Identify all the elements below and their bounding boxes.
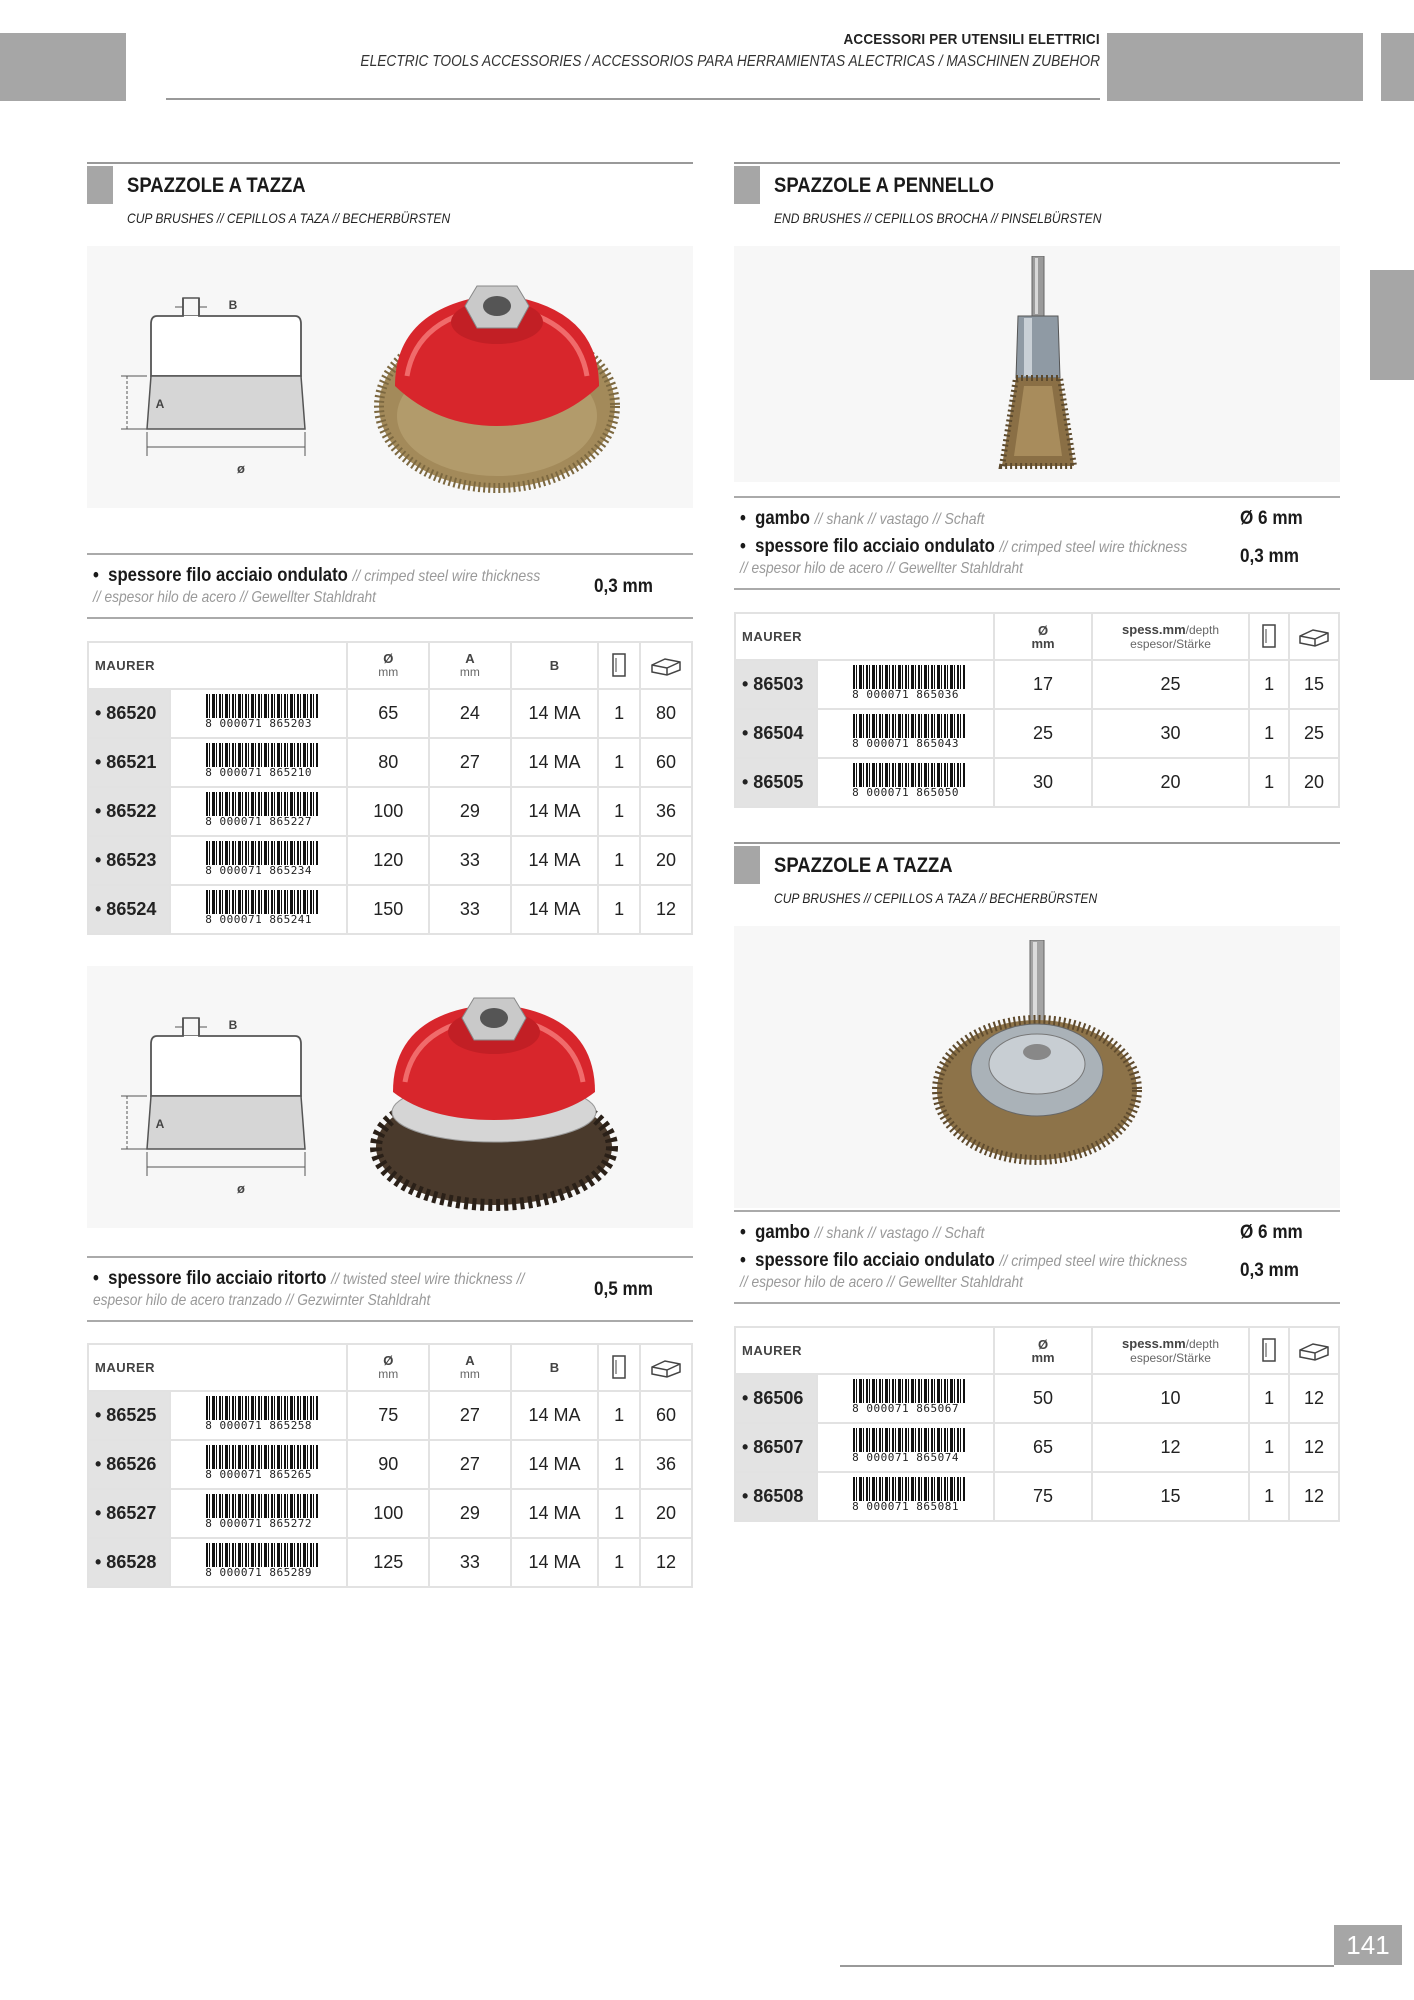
cell-spess: 12 (1092, 1423, 1250, 1472)
section-rule (734, 162, 1340, 164)
barcode (170, 1538, 348, 1587)
spec-wire-translation-2: // espesor hilo de acero // Gewellter Stahldraht (740, 1274, 1023, 1291)
spec-wire-line: • spessore filo acciaio ondulato // crimped steel wire thickness (740, 536, 1188, 557)
barcode (170, 836, 348, 885)
spec-translation-2: // espesor hilo de acero // Gewellter Stahldraht (93, 589, 376, 606)
header-subtitle: ELECTRIC TOOLS ACCESSORIES / ACCESSORIOS PARA HERRAMIENTAS ALECTRICAS / MASCHINEN ZUBEHOR (360, 53, 1100, 70)
cell-box: 15 (1289, 660, 1339, 709)
spec-wire-label: spessore filo acciaio ondulato (755, 536, 995, 557)
col-pack-icon (1249, 613, 1289, 660)
section-title: SPAZZOLE A PENNELLO (774, 174, 995, 197)
col-dia-unit: mm (378, 1367, 399, 1381)
spec-wire-label: spessore filo acciaio ondulato (755, 1250, 995, 1271)
spec-shank-line: • gambo // shank // vastago // Schaft (740, 1222, 985, 1243)
product-image-shank-cup-brush (734, 926, 1340, 1208)
col-spess-label: spess.mm (1122, 1335, 1186, 1351)
product-code: • 86526 (88, 1440, 170, 1489)
dim-b-label: B (228, 1018, 238, 1032)
brand-logo: MAURER (735, 613, 994, 660)
section-marker (87, 166, 113, 204)
table-row (735, 660, 1339, 709)
product-code: • 86525 (88, 1391, 170, 1440)
spec-shank-translation: // shank // vastago // Schaft (814, 511, 985, 528)
barcode (817, 1374, 995, 1423)
cell-box: 60 (640, 738, 692, 787)
header-rule (166, 98, 1100, 100)
cell-pack: 1 (598, 1391, 640, 1440)
barcode (817, 709, 995, 758)
cell-dia: 150 (347, 885, 429, 934)
cell-pack: 1 (598, 885, 640, 934)
cell-spess: 30 (1092, 709, 1250, 758)
col-box-icon (640, 1344, 692, 1391)
spec-wire-translation-1: // crimped steel wire thickness (999, 1253, 1188, 1270)
cell-b: 14 MA (511, 787, 599, 836)
cell-box: 36 (640, 787, 692, 836)
table-row (88, 885, 692, 934)
spec-shank-label: gambo (755, 508, 810, 529)
cell-pack: 1 (598, 1440, 640, 1489)
cell-a: 33 (429, 836, 511, 885)
barcode-number: 8 000071 865203 (196, 718, 322, 730)
spec-label-line: • spessore filo acciaio ritorto // twisted steel wire thickness // (93, 1268, 525, 1289)
col-a-header (429, 1344, 511, 1391)
spec-translation-1: // crimped steel wire thickness (352, 568, 541, 585)
col-a-symbol: A (465, 1353, 475, 1368)
barcode-number: 8 000071 865241 (196, 914, 322, 926)
spec-wire-translation-2: // espesor hilo de acero // Gewellter Stahldraht (740, 560, 1023, 577)
col-depth-label: /depth (1185, 622, 1219, 637)
col-dia-header (994, 1327, 1091, 1374)
section-rule (734, 842, 1340, 844)
product-code: • 86503 (735, 660, 817, 709)
dim-b-label: B (228, 298, 238, 312)
cell-spess: 25 (1092, 660, 1250, 709)
barcode (170, 885, 348, 934)
col-pack-icon (598, 1344, 640, 1391)
cell-a: 29 (429, 1489, 511, 1538)
col-a-symbol: A (465, 651, 475, 666)
cell-dia: 100 (347, 787, 429, 836)
cell-pack: 1 (1249, 709, 1289, 758)
dim-a-label: A (155, 1117, 165, 1131)
barcode-number: 8 000071 865081 (843, 1501, 969, 1513)
col-spess-header (1092, 613, 1250, 660)
spec-wire-line: • spessore filo acciaio ondulato // crimped steel wire thickness (740, 1250, 1188, 1271)
barcode-number: 8 000071 865067 (843, 1403, 969, 1415)
spec-wire-crimped (87, 553, 693, 621)
spec-shank-line: • gambo // shank // vastago // Schaft (740, 508, 985, 529)
cell-pack: 1 (1249, 1374, 1289, 1423)
cell-pack: 1 (598, 787, 640, 836)
shank-cup-brush-photo (924, 940, 1154, 1180)
cell-spess: 15 (1092, 1472, 1250, 1521)
cell-b: 14 MA (511, 1440, 599, 1489)
product-code: • 86528 (88, 1538, 170, 1587)
cell-box: 12 (640, 885, 692, 934)
barcode-number: 8 000071 865036 (843, 689, 969, 701)
barcode (817, 758, 995, 807)
table-row (88, 738, 692, 787)
section-rule (87, 162, 693, 164)
product-code: • 86508 (735, 1472, 817, 1521)
header-far-right-block (1381, 33, 1414, 101)
cell-spess: 10 (1092, 1374, 1250, 1423)
barcode (170, 689, 348, 738)
cell-dia: 65 (347, 689, 429, 738)
table-row (735, 709, 1339, 758)
cell-b: 14 MA (511, 836, 599, 885)
cell-box: 12 (1289, 1374, 1339, 1423)
col-a-unit: mm (459, 1367, 480, 1381)
product-image-crimped-cup (87, 246, 693, 508)
barcode-number: 8 000071 865043 (843, 738, 969, 750)
spec-shank-translation: // shank // vastago // Schaft (814, 1225, 985, 1242)
footer-rule (840, 1965, 1334, 1967)
col-a-unit: mm (459, 665, 480, 679)
col-pack-icon (1249, 1327, 1289, 1374)
spec-bottom-rule (734, 588, 1340, 590)
product-code: • 86504 (735, 709, 817, 758)
cell-b: 14 MA (511, 689, 599, 738)
spec-top-rule (734, 496, 1340, 498)
table-row (735, 758, 1339, 807)
spec-top-rule (87, 553, 693, 555)
col-b-header: B (511, 642, 599, 689)
dim-dia-label: ø (237, 461, 245, 476)
cell-dia: 125 (347, 1538, 429, 1587)
table-row (735, 1472, 1339, 1521)
product-image-twisted-cup (87, 966, 693, 1228)
cell-dia: 50 (994, 1374, 1091, 1423)
cell-box: 12 (640, 1538, 692, 1587)
spec-wire-twisted (87, 1256, 693, 1324)
barcode-number: 8 000071 865289 (196, 1567, 322, 1579)
product-image-end-brush (734, 246, 1340, 482)
cell-box: 20 (640, 1489, 692, 1538)
cell-pack: 1 (598, 689, 640, 738)
col-dia-symbol: Ø (1038, 1336, 1049, 1352)
col-spess-sub: espesor/Stärke (1130, 1350, 1211, 1365)
table-row (88, 787, 692, 836)
cell-box: 36 (640, 1440, 692, 1489)
cell-a: 24 (429, 689, 511, 738)
header-right-block (1107, 33, 1363, 101)
spec-shank-value: Ø 6 mm (1240, 508, 1303, 529)
brand-logo: MAURER (88, 1344, 347, 1391)
cell-pack: 1 (598, 836, 640, 885)
product-table-end-brush (734, 612, 1340, 808)
spec-wire-value: 0,3 mm (1240, 1260, 1299, 1281)
col-spess-sub: espesor/Stärke (1130, 636, 1211, 651)
col-b-header: B (511, 1344, 599, 1391)
col-dia-symbol: Ø (383, 651, 394, 666)
cell-pack: 1 (1249, 1472, 1289, 1521)
spec-value: 0,3 mm (594, 576, 653, 597)
table-row (88, 689, 692, 738)
spec-shank-cup-brush (734, 1210, 1340, 1306)
barcode (817, 660, 995, 709)
product-table-crimped-cup (87, 641, 693, 935)
barcode-number: 8 000071 865227 (196, 816, 322, 828)
cell-pack: 1 (598, 738, 640, 787)
col-dia-symbol: Ø (1038, 622, 1049, 638)
cell-box: 12 (1289, 1423, 1339, 1472)
cell-box: 25 (1289, 709, 1339, 758)
col-box-icon (640, 642, 692, 689)
col-dia-unit: mm (378, 665, 399, 679)
cell-dia: 120 (347, 836, 429, 885)
product-code: • 86520 (88, 689, 170, 738)
spec-label: spessore filo acciaio ritorto (108, 1268, 327, 1289)
product-code: • 86522 (88, 787, 170, 836)
product-code: • 86521 (88, 738, 170, 787)
cell-pack: 1 (598, 1538, 640, 1587)
cell-pack: 1 (1249, 660, 1289, 709)
table-row (735, 1374, 1339, 1423)
col-dia-header (994, 613, 1091, 660)
cell-box: 60 (640, 1391, 692, 1440)
dim-a-label: A (155, 397, 165, 411)
spec-wire-value: 0,3 mm (1240, 546, 1299, 567)
dim-dia-label: ø (237, 1181, 245, 1196)
header-left-block (0, 33, 126, 101)
cell-dia: 30 (994, 758, 1091, 807)
barcode (817, 1472, 995, 1521)
product-code: • 86524 (88, 885, 170, 934)
col-depth-label: /depth (1185, 1336, 1219, 1351)
spec-bottom-rule (87, 1320, 693, 1322)
barcode (170, 1391, 348, 1440)
brand-logo: MAURER (88, 642, 347, 689)
cell-dia: 25 (994, 709, 1091, 758)
product-code: • 86507 (735, 1423, 817, 1472)
product-table-shank-cup-brush (734, 1326, 1340, 1522)
cell-b: 14 MA (511, 1489, 599, 1538)
brand-logo: MAURER (735, 1327, 994, 1374)
barcode-number: 8 000071 865234 (196, 865, 322, 877)
barcode (170, 787, 348, 836)
cell-dia: 75 (994, 1472, 1091, 1521)
section-subtitle: CUP BRUSHES // CEPILLOS A TAZA // BECHERBÜRSTEN (774, 890, 1098, 906)
twisted-cup-brush-photo (369, 982, 619, 1218)
section-title: SPAZZOLE A TAZZA (774, 854, 953, 877)
cell-dia: 75 (347, 1391, 429, 1440)
col-spess-label: spess.mm (1122, 621, 1186, 637)
spec-label-line: • spessore filo acciaio ondulato // crimped steel wire thickness (93, 565, 541, 586)
side-tab (1370, 270, 1414, 380)
crimped-cup-brush-photo (367, 266, 627, 496)
spec-translation-2: espesor hilo de acero tranzado // Gezwirnter Stahldraht (93, 1292, 431, 1309)
spec-bottom-rule (734, 1302, 1340, 1304)
product-code: • 86506 (735, 1374, 817, 1423)
spec-translation-1: // twisted steel wire thickness // (331, 1271, 525, 1288)
cell-pack: 1 (1249, 1423, 1289, 1472)
cell-dia: 90 (347, 1440, 429, 1489)
col-dia-unit: mm (1031, 635, 1055, 651)
table-row (88, 836, 692, 885)
barcode (170, 1440, 348, 1489)
spec-top-rule (734, 1210, 1340, 1212)
col-dia-header (347, 1344, 429, 1391)
spec-top-rule (87, 1256, 693, 1258)
section-subtitle: END BRUSHES // CEPILLOS BROCHA // PINSELBÜRSTEN (774, 210, 1102, 226)
cell-dia: 17 (994, 660, 1091, 709)
spec-wire-translation-1: // crimped steel wire thickness (999, 539, 1188, 556)
spec-label: spessore filo acciaio ondulato (108, 565, 348, 586)
table-row (88, 1391, 692, 1440)
cell-box: 20 (640, 836, 692, 885)
cell-b: 14 MA (511, 1391, 599, 1440)
header-title: ACCESSORI PER UTENSILI ELETTRICI (843, 31, 1100, 48)
section-title: SPAZZOLE A TAZZA (127, 174, 306, 197)
page-number: 141 (1334, 1925, 1402, 1965)
cell-a: 33 (429, 885, 511, 934)
product-code: • 86505 (735, 758, 817, 807)
col-dia-header (347, 642, 429, 689)
barcode-number: 8 000071 865210 (196, 767, 322, 779)
barcode (170, 1489, 348, 1538)
table-row (88, 1440, 692, 1489)
cell-b: 14 MA (511, 1538, 599, 1587)
cell-pack: 1 (1249, 758, 1289, 807)
cell-b: 14 MA (511, 885, 599, 934)
col-box-icon (1289, 613, 1339, 660)
cell-a: 27 (429, 1391, 511, 1440)
cell-a: 27 (429, 738, 511, 787)
table-row (735, 1423, 1339, 1472)
col-a-header (429, 642, 511, 689)
barcode-number: 8 000071 865265 (196, 1469, 322, 1481)
cell-box: 12 (1289, 1472, 1339, 1521)
barcode-number: 8 000071 865074 (843, 1452, 969, 1464)
table-row (88, 1489, 692, 1538)
cell-dia: 65 (994, 1423, 1091, 1472)
spec-shank-value: Ø 6 mm (1240, 1222, 1303, 1243)
cell-a: 29 (429, 787, 511, 836)
section-marker (734, 166, 760, 204)
cell-a: 33 (429, 1538, 511, 1587)
col-pack-icon (598, 642, 640, 689)
section-marker (734, 846, 760, 884)
product-table-twisted-cup (87, 1343, 693, 1588)
barcode (817, 1423, 995, 1472)
cell-spess: 20 (1092, 758, 1250, 807)
barcode (170, 738, 348, 787)
barcode-number: 8 000071 865050 (843, 787, 969, 799)
cell-box: 20 (1289, 758, 1339, 807)
col-dia-unit: mm (1031, 1349, 1055, 1365)
spec-bottom-rule (87, 617, 693, 619)
product-code: • 86523 (88, 836, 170, 885)
barcode-number: 8 000071 865258 (196, 1420, 322, 1432)
cell-pack: 1 (598, 1489, 640, 1538)
cell-b: 14 MA (511, 738, 599, 787)
table-row (88, 1538, 692, 1587)
col-dia-symbol: Ø (383, 1353, 394, 1368)
cell-dia: 80 (347, 738, 429, 787)
product-code: • 86527 (88, 1489, 170, 1538)
col-box-icon (1289, 1327, 1339, 1374)
end-brush-photo (974, 256, 1104, 476)
cell-box: 80 (640, 689, 692, 738)
cell-a: 27 (429, 1440, 511, 1489)
spec-value: 0,5 mm (594, 1279, 653, 1300)
spec-end-brush (734, 496, 1340, 592)
cell-dia: 100 (347, 1489, 429, 1538)
section-subtitle: CUP BRUSHES // CEPILLOS A TAZA // BECHERBÜRSTEN (127, 210, 451, 226)
spec-shank-label: gambo (755, 1222, 810, 1243)
col-spess-header (1092, 1327, 1250, 1374)
barcode-number: 8 000071 865272 (196, 1518, 322, 1530)
